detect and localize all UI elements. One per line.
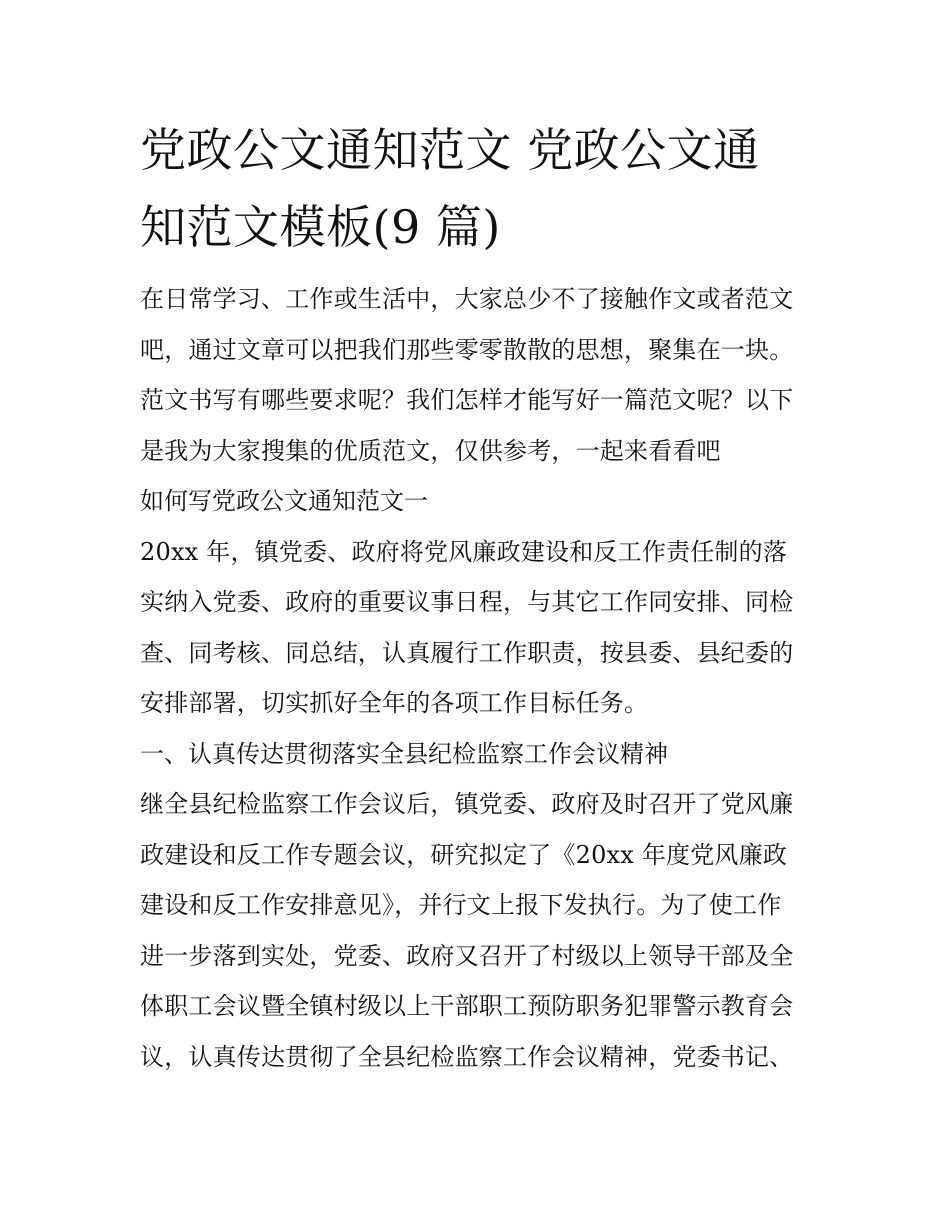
text-line: 是我为大家搜集的优质范文，仅供参考，一起来看看吧 bbox=[140, 436, 721, 465]
text-line: 查、同考核、同总结，认真履行工作职责，按县委、县纪委的 bbox=[140, 638, 794, 667]
text-line: 吧，通过文章可以把我们那些零零散散的思想，聚集在一块。 bbox=[140, 335, 794, 364]
text-line: 继全县纪检监察工作会议后，镇党委、政府及时召开了党风廉 bbox=[140, 790, 794, 818]
title-line: 知范文模板(9 篇) bbox=[140, 200, 501, 254]
text-line: 范文书写有哪些要求呢？我们怎样才能写好一篇范文呢？以下 bbox=[140, 386, 794, 414]
text-line: 政建设和反工作专题会议，研究拟定了《20xx 年度党风廉政 bbox=[140, 840, 788, 869]
text-line: 建设和反工作安排意见》，并行文上报下发执行。为了使工作 bbox=[140, 891, 782, 919]
text-line: 安排部署，切实抓好全年的各项工作目标任务。 bbox=[140, 689, 649, 717]
title-line: 党政公文通知范文 党政公文通 bbox=[140, 123, 760, 177]
subheading: 一、认真传达贯彻落实全县纪检监察工作会议精神 bbox=[140, 739, 668, 768]
body-paragraph-1 bbox=[140, 527, 812, 729]
intro-paragraph bbox=[140, 274, 812, 476]
text-line: 体职工会议暨全镇村级以上干部职工预防职务犯罪警示教育会 bbox=[140, 992, 794, 1020]
text-line: 在日常学习、工作或生活中，大家总少不了接触作文或者范文 bbox=[140, 285, 794, 313]
text-line: 进一步落到实处，党委、政府又召开了村级以上领导干部及全 bbox=[140, 941, 794, 970]
text-line: 议，认真传达贯彻了全县纪检监察工作会议精神，党委书记、 bbox=[140, 1042, 794, 1071]
body-paragraph-2 bbox=[140, 779, 812, 1082]
section-heading: 如何写党政公文通知范文一 bbox=[140, 487, 428, 515]
document-title bbox=[140, 112, 812, 266]
document-page bbox=[140, 112, 812, 1082]
text-line: 实纳入党委、政府的重要议事日程，与其它工作同安排、同检 bbox=[140, 588, 794, 616]
text-line: 20xx 年，镇党委、政府将党风廉政建设和反工作责任制的落 bbox=[140, 537, 788, 566]
